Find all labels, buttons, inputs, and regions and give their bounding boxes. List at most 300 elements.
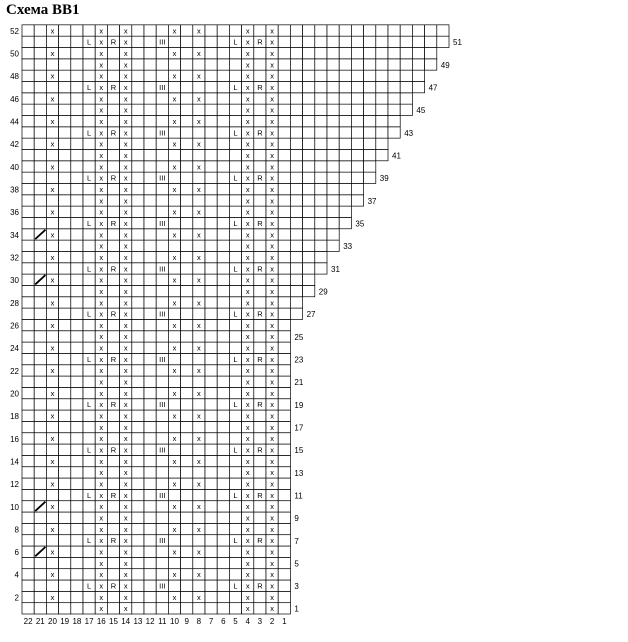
row-number-right: 5 [294, 559, 299, 569]
grid-cell [144, 240, 156, 251]
stitch-symbol: x [123, 332, 128, 342]
grid-cell [400, 70, 412, 81]
row-number-right: 47 [428, 83, 438, 93]
grid-cell [278, 217, 290, 228]
grid-cell [168, 399, 180, 410]
stitch-symbol: x [123, 48, 128, 58]
stitch-symbol: x [245, 116, 250, 126]
grid-cell [217, 25, 229, 36]
grid-cell [59, 376, 71, 387]
grid-cell [107, 161, 119, 172]
grid-cell [351, 195, 363, 206]
stitch-symbol: x [99, 502, 104, 512]
row-number-left: 40 [10, 162, 19, 172]
grid-cell [315, 70, 327, 81]
row-number-right: 31 [331, 264, 340, 274]
stitch-symbol: x [245, 388, 250, 398]
stitch-symbol: x [197, 479, 201, 489]
grid-cell [22, 104, 34, 115]
stitch-symbol: x [172, 230, 177, 240]
stitch-symbol: x [99, 581, 104, 591]
grid-cell [22, 421, 34, 432]
grid-cell [132, 353, 144, 364]
grid-cell [83, 467, 95, 478]
grid-cell [254, 467, 266, 478]
grid-cell [254, 319, 266, 330]
grid-cell [168, 195, 180, 206]
grid-cell [290, 263, 302, 274]
stitch-symbol: L [233, 173, 238, 183]
grid-cell [181, 512, 193, 523]
grid-cell [144, 93, 156, 104]
stitch-symbol: x [245, 184, 250, 194]
row-number-left: 32 [10, 253, 19, 263]
grid-cell [59, 138, 71, 149]
stitch-symbol: x [197, 502, 201, 512]
grid-cell [181, 127, 193, 138]
grid-cell [339, 81, 351, 92]
stitch-symbol: x [50, 26, 55, 36]
grid-cell [34, 342, 46, 353]
grid-cell [193, 376, 205, 387]
grid-cell [278, 48, 290, 59]
grid-cell [71, 353, 83, 364]
grid-cell [71, 115, 83, 126]
grid-cell [205, 59, 217, 70]
stitch-symbol: x [270, 60, 274, 70]
grid-cell [193, 512, 205, 523]
stitch-symbol: L [87, 354, 92, 364]
grid-cell [59, 501, 71, 512]
grid-cell [205, 93, 217, 104]
grid-cell [156, 512, 168, 523]
grid-cell [144, 478, 156, 489]
stitch-symbol: x [99, 94, 104, 104]
grid-cell [193, 149, 205, 160]
stitch-symbol: x [197, 230, 201, 240]
stitch-symbol: x [99, 445, 104, 455]
grid-cell [181, 569, 193, 580]
grid-cell [168, 421, 180, 432]
grid-cell [217, 81, 229, 92]
stitch-symbol: x [123, 241, 128, 251]
grid-cell [71, 535, 83, 546]
grid-cell [132, 433, 144, 444]
stitch-symbol: x [270, 456, 274, 466]
grid-cell [168, 36, 180, 47]
stitch-symbol: x [99, 468, 104, 478]
stitch-symbol: R [257, 490, 263, 500]
grid-cell [351, 48, 363, 59]
grid-cell [278, 512, 290, 523]
grid-cell [22, 376, 34, 387]
grid-cell [315, 172, 327, 183]
grid-cell [107, 591, 119, 602]
grid-cell [34, 421, 46, 432]
stitch-symbol: x [270, 230, 274, 240]
stitch-symbol: x [270, 162, 274, 172]
grid-cell [181, 48, 193, 59]
grid-cell [107, 93, 119, 104]
stitch-symbol: x [50, 298, 55, 308]
grid-cell [83, 569, 95, 580]
stitch-symbol: x [123, 298, 128, 308]
grid-cell [107, 478, 119, 489]
grid-cell [193, 580, 205, 591]
grid-cell [71, 331, 83, 342]
stitch-symbol: R [257, 218, 263, 228]
grid-cell [144, 467, 156, 478]
grid-cell [107, 138, 119, 149]
grid-cell [205, 501, 217, 512]
stitch-symbol: x [197, 116, 201, 126]
grid-cell [217, 319, 229, 330]
grid-cell [205, 546, 217, 557]
grid-cell [181, 240, 193, 251]
grid-cell [144, 455, 156, 466]
stitch-symbol: x [172, 502, 177, 512]
grid-cell [107, 251, 119, 262]
grid-cell [156, 115, 168, 126]
stitch-symbol: x [123, 184, 128, 194]
grid-cell [83, 557, 95, 568]
grid-cell [144, 217, 156, 228]
stitch-symbol: x [270, 320, 274, 330]
grid-cell [254, 25, 266, 36]
grid-cell [278, 342, 290, 353]
grid-cell [364, 59, 376, 70]
grid-cell [34, 569, 46, 580]
grid-cell [132, 217, 144, 228]
grid-cell [217, 365, 229, 376]
grid-cell [181, 206, 193, 217]
stitch-symbol: x [245, 241, 250, 251]
grid-cell [107, 149, 119, 160]
row-number-left: 42 [10, 140, 19, 150]
grid-cell [132, 410, 144, 421]
stitch-symbol: x [99, 218, 104, 228]
grid-cell [205, 433, 217, 444]
grid-cell [290, 251, 302, 262]
grid-cell [303, 59, 315, 70]
grid-cell [22, 603, 34, 614]
stitch-symbol: x [270, 252, 274, 262]
stitch-symbol: x [172, 320, 177, 330]
grid-cell [193, 240, 205, 251]
stitch-symbol: x [245, 445, 250, 455]
stitch-symbol: x [245, 570, 250, 580]
grid-cell [59, 217, 71, 228]
stitch-symbol: x [270, 298, 274, 308]
stitch-symbol: x [270, 479, 274, 489]
grid-cell [71, 297, 83, 308]
grid-cell [376, 138, 388, 149]
grid-cell [181, 229, 193, 240]
grid-cell [376, 48, 388, 59]
chart-title: Схема ВВ1 [6, 2, 80, 18]
row-number-left: 36 [10, 208, 19, 218]
row-number-left: 52 [10, 26, 19, 36]
grid-cell [22, 399, 34, 410]
stitch-symbol: x [50, 434, 55, 444]
stitch-symbol: x [123, 275, 128, 285]
grid-cell [278, 523, 290, 534]
grid-cell [303, 127, 315, 138]
grid-cell [327, 70, 339, 81]
grid-cell [144, 410, 156, 421]
grid-cell [144, 444, 156, 455]
grid-cell [290, 149, 302, 160]
grid-cell [59, 93, 71, 104]
grid-cell [71, 59, 83, 70]
stitch-symbol: x [245, 536, 250, 546]
grid-cell [217, 104, 229, 115]
grid-cell [83, 455, 95, 466]
stitch-symbol: x [270, 502, 274, 512]
grid-cell [254, 365, 266, 376]
grid-cell [205, 138, 217, 149]
stitch-symbol: x [245, 94, 250, 104]
column-number: 5 [233, 617, 238, 626]
grid-cell [181, 580, 193, 591]
stitch-symbol: III [159, 445, 166, 455]
grid-cell [22, 557, 34, 568]
grid-cell [22, 240, 34, 251]
grid-cell [193, 172, 205, 183]
stitch-symbol: x [123, 150, 128, 160]
grid-cell [205, 535, 217, 546]
grid-cell [46, 172, 58, 183]
grid-cell [156, 455, 168, 466]
stitch-symbol: L [87, 218, 92, 228]
stitch-symbol: x [50, 275, 55, 285]
stitch-symbol: x [172, 116, 177, 126]
grid-cell [315, 81, 327, 92]
grid-cell [205, 591, 217, 602]
row-number-left: 18 [10, 412, 19, 422]
grid-cell [339, 161, 351, 172]
grid-cell [168, 240, 180, 251]
grid-cell [327, 172, 339, 183]
grid-cell [217, 467, 229, 478]
grid-cell [193, 285, 205, 296]
stitch-symbol: x [197, 524, 201, 534]
grid-cell [217, 48, 229, 59]
grid-cell [59, 81, 71, 92]
stitch-symbol: x [270, 604, 274, 614]
grid-cell [181, 353, 193, 364]
stitch-symbol: R [257, 37, 263, 47]
stitch-symbol: R [110, 581, 117, 591]
grid-cell [254, 455, 266, 466]
grid-cell [339, 127, 351, 138]
grid-cell [22, 478, 34, 489]
grid-cell [144, 206, 156, 217]
grid-cell [315, 36, 327, 47]
grid-cell [217, 387, 229, 398]
stitch-symbol: x [123, 60, 128, 70]
grid-cell [217, 444, 229, 455]
stitch-symbol: x [270, 592, 274, 602]
grid-cell [364, 48, 376, 59]
grid-cell [71, 138, 83, 149]
grid-cell [168, 535, 180, 546]
stitch-symbol: L [87, 128, 92, 138]
grid-cell [144, 557, 156, 568]
stitch-symbol: x [245, 479, 250, 489]
stitch-symbol: x [270, 343, 274, 353]
grid-cell [181, 138, 193, 149]
grid-cell [278, 172, 290, 183]
grid-cell [315, 251, 327, 262]
grid-cell [205, 353, 217, 364]
grid-cell [278, 455, 290, 466]
grid-cell [22, 467, 34, 478]
grid-cell [22, 546, 34, 557]
grid-cell [107, 523, 119, 534]
grid-cell [351, 149, 363, 160]
grid-cell [217, 512, 229, 523]
grid-cell [83, 546, 95, 557]
grid-cell [22, 138, 34, 149]
grid-cell [425, 59, 437, 70]
grid-cell [217, 421, 229, 432]
grid-cell [83, 342, 95, 353]
grid-cell [278, 93, 290, 104]
stitch-symbol: L [233, 581, 238, 591]
grid-cell [303, 229, 315, 240]
grid-cell [303, 48, 315, 59]
grid-cell [205, 274, 217, 285]
stitch-symbol: x [245, 128, 250, 138]
stitch-symbol: x [99, 60, 104, 70]
grid-cell [290, 172, 302, 183]
grid-cell [22, 342, 34, 353]
grid-cell [144, 274, 156, 285]
grid-cell [22, 512, 34, 523]
grid-cell [22, 455, 34, 466]
grid-cell [71, 387, 83, 398]
grid-cell [278, 591, 290, 602]
stitch-symbol: x [99, 604, 104, 614]
stitch-symbol: III [159, 536, 166, 546]
column-number: 16 [96, 617, 106, 626]
row-number-right: 35 [355, 219, 365, 229]
stitch-symbol: x [99, 377, 104, 387]
grid-cell [144, 36, 156, 47]
row-number-right: 45 [416, 106, 426, 116]
grid-cell [205, 48, 217, 59]
stitch-symbol: x [245, 411, 250, 421]
stitch-symbol: L [233, 37, 238, 47]
stitch-symbol: x [245, 513, 250, 523]
grid-cell [34, 206, 46, 217]
grid-cell [132, 387, 144, 398]
grid-cell [181, 70, 193, 81]
grid-cell [156, 285, 168, 296]
grid-cell [71, 172, 83, 183]
grid-cell [229, 433, 241, 444]
grid-cell [205, 36, 217, 47]
grid-cell [59, 229, 71, 240]
stitch-symbol: x [270, 581, 274, 591]
stitch-symbol: x [270, 264, 274, 274]
stitch-symbol: x [270, 366, 274, 376]
grid-cell [278, 399, 290, 410]
grid-cell [193, 353, 205, 364]
grid-cell [327, 183, 339, 194]
grid-cell [168, 467, 180, 478]
grid-cell [132, 342, 144, 353]
column-number: 10 [170, 617, 179, 626]
stitch-symbol: x [50, 479, 55, 489]
stitch-symbol: x [245, 320, 250, 330]
grid-cell [376, 25, 388, 36]
grid-cell [132, 48, 144, 59]
grid-cell [217, 569, 229, 580]
grid-cell [205, 127, 217, 138]
grid-cell [412, 59, 424, 70]
stitch-symbol: x [197, 252, 201, 262]
grid-cell [22, 433, 34, 444]
grid-cell [83, 591, 95, 602]
stitch-symbol: x [123, 388, 128, 398]
row-number-right: 27 [306, 310, 316, 320]
grid-cell [46, 104, 58, 115]
grid-cell [71, 523, 83, 534]
grid-cell [254, 557, 266, 568]
grid-cell [205, 285, 217, 296]
grid-cell [205, 297, 217, 308]
grid-cell [144, 308, 156, 319]
stitch-symbol: x [123, 377, 128, 387]
grid-cell [181, 478, 193, 489]
grid-cell [22, 501, 34, 512]
stitch-symbol: x [270, 354, 274, 364]
grid-cell [59, 546, 71, 557]
stitch-symbol: x [99, 173, 104, 183]
stitch-symbol: R [257, 536, 263, 546]
grid-cell [278, 297, 290, 308]
grid-cell [205, 308, 217, 319]
grid-cell [34, 489, 46, 500]
stitch-symbol: x [123, 581, 128, 591]
grid-cell [22, 353, 34, 364]
grid-cell [46, 285, 58, 296]
grid-cell [278, 274, 290, 285]
grid-cell [376, 93, 388, 104]
grid-cell [156, 331, 168, 342]
grid-cell [156, 376, 168, 387]
stitch-symbol: L [233, 536, 238, 546]
stitch-symbol: x [197, 162, 201, 172]
stitch-symbol: x [99, 275, 104, 285]
grid-cell [59, 172, 71, 183]
grid-cell [71, 580, 83, 591]
grid-cell [59, 195, 71, 206]
grid-cell [144, 149, 156, 160]
grid-cell [132, 478, 144, 489]
stitch-symbol: x [50, 139, 55, 149]
grid-cell [364, 25, 376, 36]
grid-cell [22, 127, 34, 138]
grid-cell [278, 569, 290, 580]
row-number-left: 10 [10, 502, 19, 512]
grid-cell [34, 535, 46, 546]
grid-cell [156, 104, 168, 115]
stitch-symbol: R [110, 400, 117, 410]
grid-cell [205, 81, 217, 92]
